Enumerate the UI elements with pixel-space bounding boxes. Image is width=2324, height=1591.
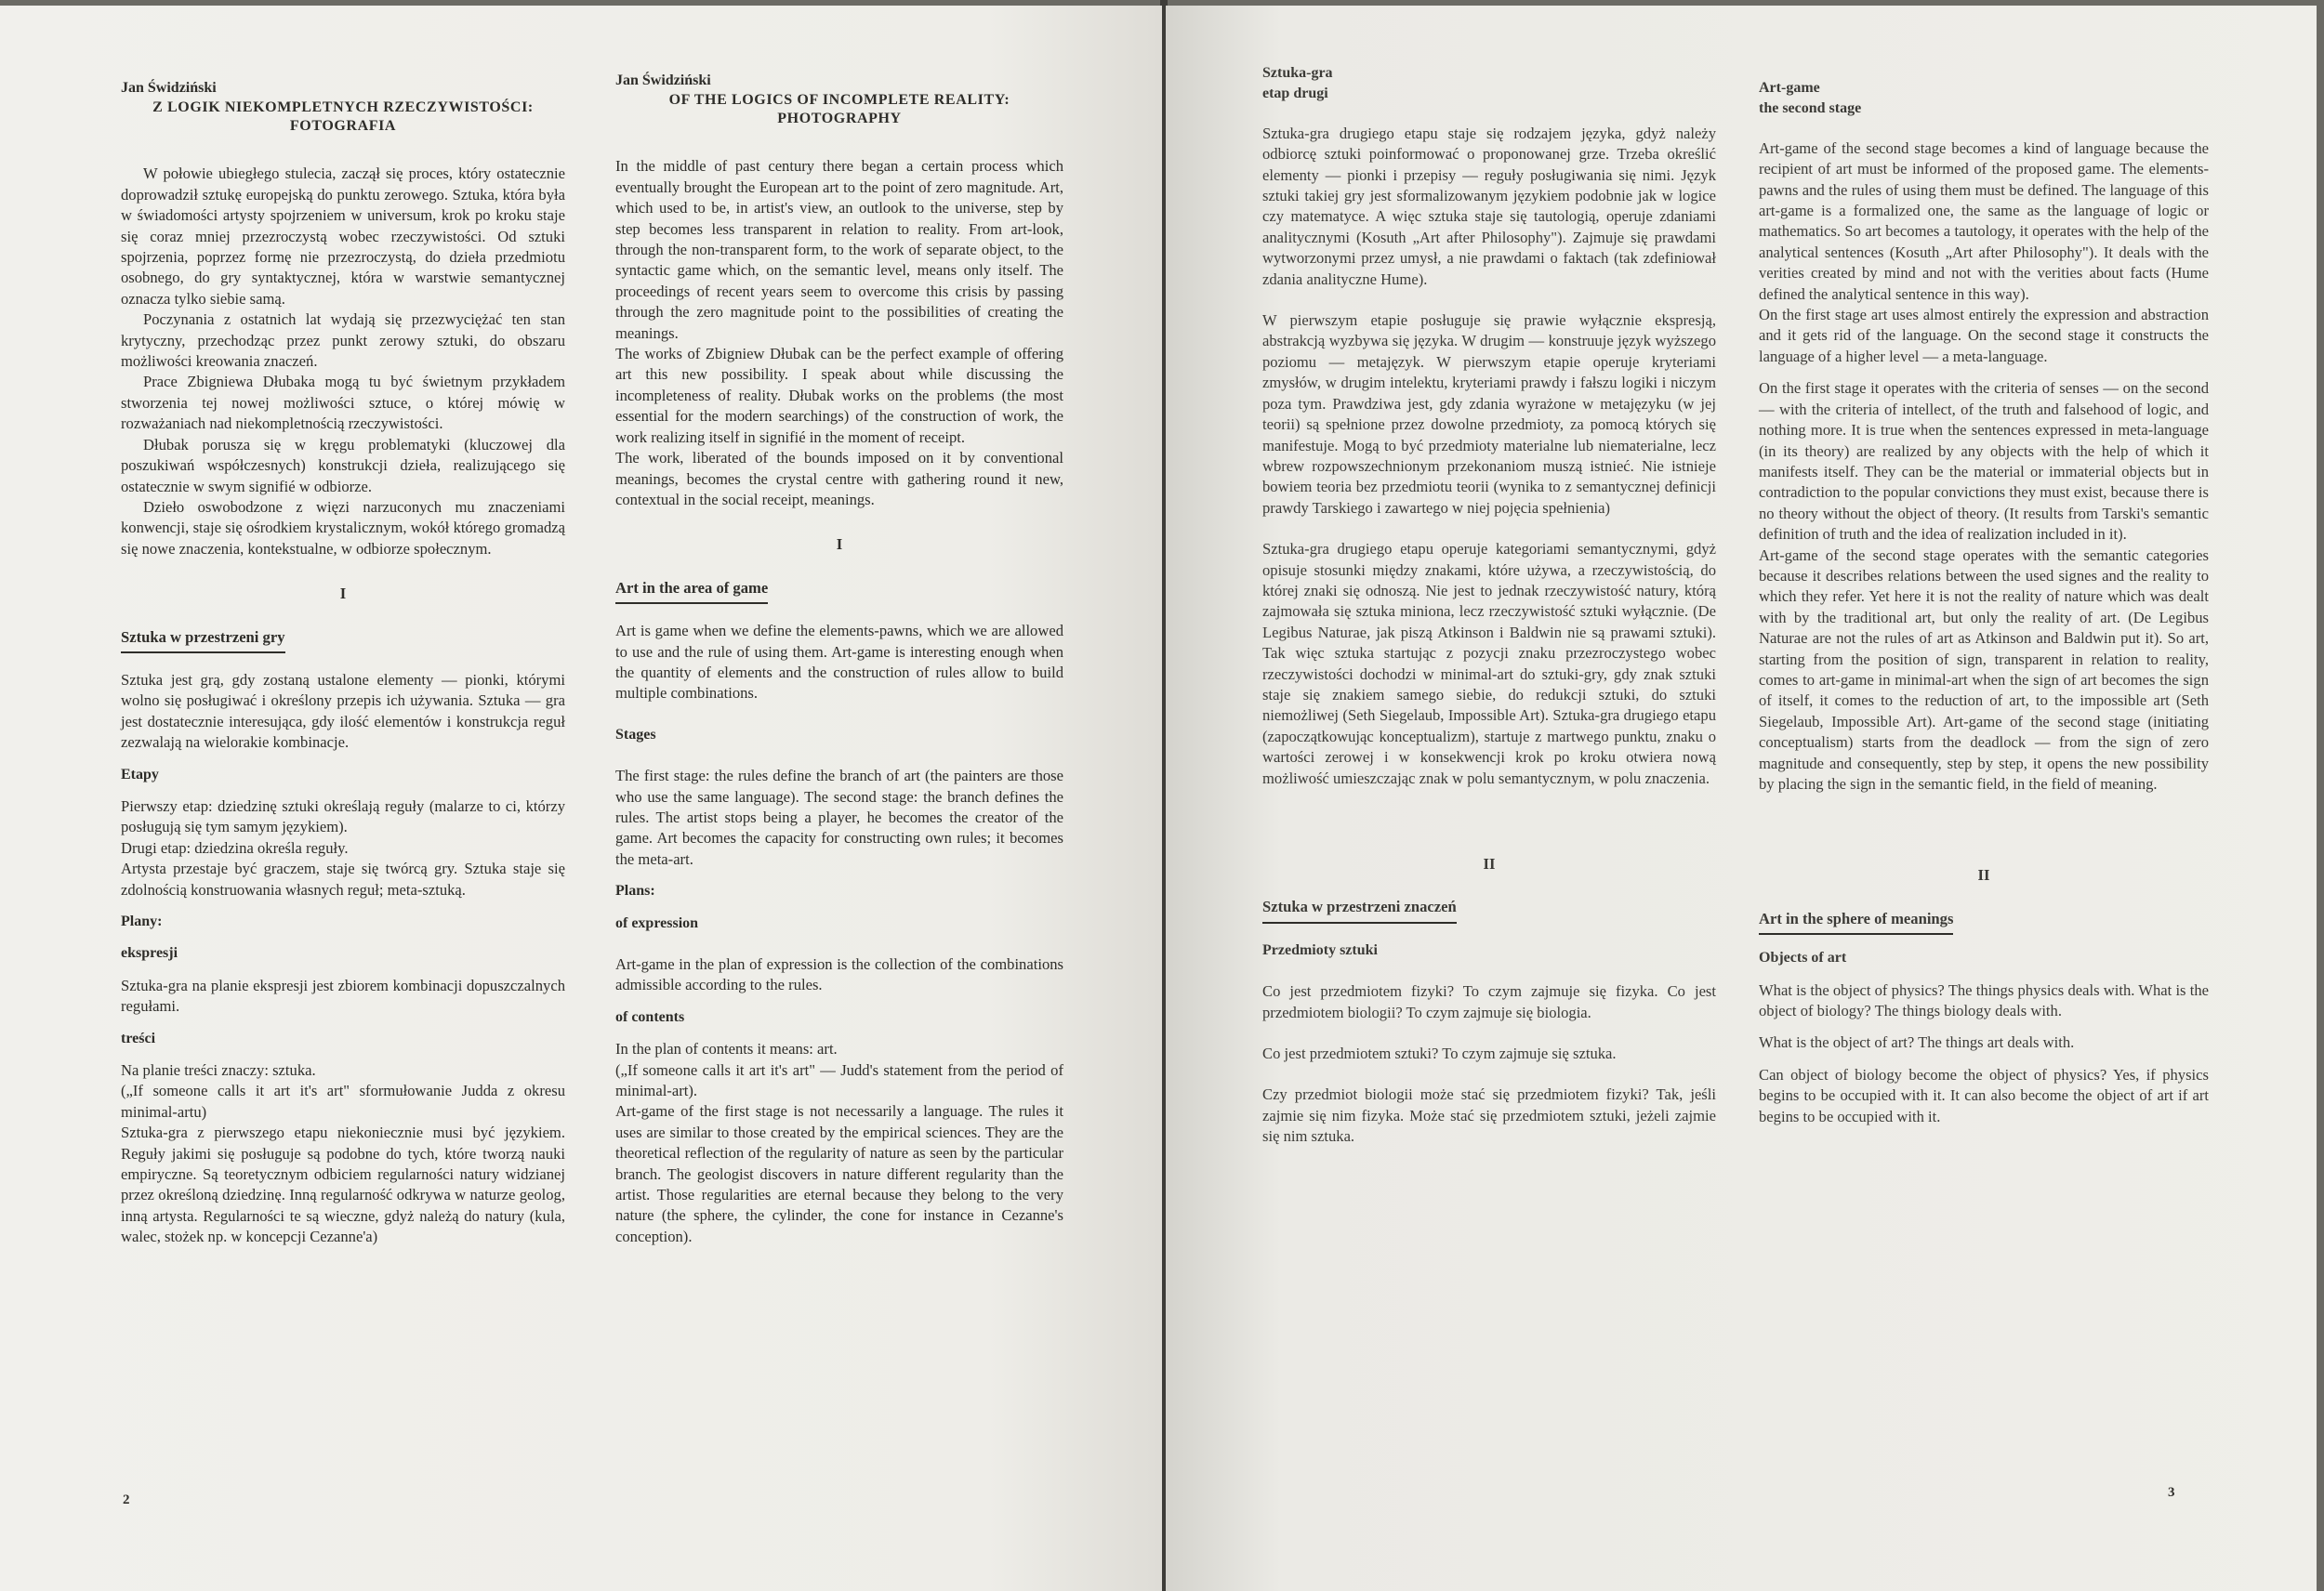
subheading-stages: Etapy	[121, 766, 159, 782]
subheading-objects: Przedmioty sztuki	[1262, 941, 1378, 958]
paragraph: („If someone calls it art it's art" — Judd's statement from the period of minimal-art).	[615, 1060, 1063, 1100]
paragraph: The first stage: the rules define the branch of art (the painters are those who use the same language). The second stage: the branch defines the rules. The artist stops being a player, he becomes the creator of the game. Art becomes the capacity for constructing own rules; it becomes the meta-art.	[615, 767, 1063, 868]
left-english-column	[615, 71, 1063, 1247]
subheading-contents: of contents	[615, 1008, 685, 1025]
paragraph: Artysta przestaje być graczem, staje się twórcą gry. Sztuka staje się zdolnością konstruowania własnych reguł; meta-sztuką.	[121, 860, 565, 899]
paragraph: W połowie ubiegłego stulecia, zaczął się proces, który ostatecznie doprowadził sztukę europejską do punktu zerowego. Sztuka, która była w świadomości artysty spojrzeniem w universum, krok po kroku staje się coraz mniej przezroczystą wobec rzeczywistości. Od sztuki spojrzenia, poprzez formę nie przezroczystą, do dzieła przedmiotu osobnego, do gry syntaktycznej, która w warstwie semantycznej oznacza tylko siebie samą.	[121, 164, 565, 308]
paragraph: Sztuka-gra na planie ekspresji jest zbiorem kombinacji dopuszczalnych regułami.	[121, 976, 565, 1016]
paragraph: The work, liberated of the bounds imposed on it by conventional meanings, becomes the crystal centre with gathering round it new, contextual in the social receipt, meanings.	[615, 449, 1063, 508]
paragraph: Drugi etap: dziedzina określa reguły.	[121, 838, 349, 857]
paragraph: Co jest przedmiotem fizyki? To czym zajmuje się fizyka. Co jest przedmiotem biologii? To czym zajmuje się biologia.	[1262, 982, 1716, 1021]
section-heading: Art in the sphere of meanings	[1759, 909, 1953, 935]
paragraph: Na planie treści znaczy: sztuka.	[121, 1061, 316, 1080]
right-english-column	[1759, 78, 2209, 1127]
paragraph: Sztuka-gra drugiego etapu operuje kategoriami semantycznymi, gdyż opisuje stosunki między znakami, które używa, a rzeczywistością, do której znaki się odnoszą. Nie jest to jednak rzeczywistość natury, którą zajmowała się sztuka miniona, lecz rzeczywistość sztuki wyłącznie. (De Legibus Naturae, jak piszą Atkinson i Baldwin nie są prawami sztuki). Tak więc sztuka startując z pozycji znaku przezroczystego wobec rzeczywistości dochodzi w minimal-art do sztuki-gry, gdy znak sztuki staje się znakiem samego siebie, do redukcji sztuki, do sztuki niemożliwej (Seth Siegelaub, Impossible Art). Sztuka-gra drugiego etapu (zapoczątkowując konceptualizm), startuje z martwego punktu, znaku o wartości zerowej i w konsekwencji krok po kroku otwiera nową możliwość umieszczając znak w polu semantycznym, w polu znaczenia.	[1262, 540, 1716, 787]
paragraph: Sztuka-gra z pierwszego etapu niekoniecznie musi być językiem. Reguły jakimi się posługuje są podobne do tych, które tworzą nauki empiryczne. Są teoretycznym odbiciem regularności natury widzianej przez określoną dziedzinę. Inną regularność odkrywa w naturze geolog, inną artysta. Regularności te są wieczne, gdyż należą do natury (kula, walec, stożek np. w koncepcji Cezanne'a)	[121, 1124, 565, 1246]
section-heading-line: etap drugi	[1262, 85, 1328, 102]
paragraph: Sztuka-gra drugiego etapu staje się rodzajem języka, gdyż należy odbiorcę sztuki poinformować o proponowanej grze. Trzeba określić elementy — pionki i przepisy — reguły posługiwania się nimi. Język sztuki takiej gry jest sformalizowanym językiem podobnie jak w logice czy matematyce. A więc sztuka staje się tautologią, operuje zdaniami analitycznymi (Kosuth „Art after Philosophy"). Zajmuje się prawdami wytworzonymi przez umysł, a nie prawdami o faktach (tak zdefiniował zdania analityczne Hume).	[1262, 124, 1716, 288]
section-number: II	[1483, 855, 1496, 873]
paragraph: Dzieło oswobodzone z więzi narzuconych mu znaczeniami konwencji, staje się ośrodkiem krystalicznym, wokół którego gromadzą się nowe znaczenia, kontekstualne, w odbiorze społecznym.	[121, 497, 565, 558]
paragraph: („If someone calls it art it's art" sformułowanie Judda z okresu minimal-artu)	[121, 1082, 565, 1121]
paragraph: Czy przedmiot biologii może stać się przedmiotem fizyki? Tak, jeśli zajmie się nim fizyka. Może stać się przedmiotem sztuki, jeżeli zajmie się nim sztuka.	[1262, 1085, 1716, 1146]
left-page	[0, 6, 1162, 1591]
paragraph: Dłubak porusza się w kręgu problematyki (kluczowej dla poszukiwań współczesnych) konstrukcji dzieła, realizującego się ostatecznie w swym signifié w odbiorze.	[121, 435, 565, 495]
paragraph: Can object of biology become the object of physics? Yes, if physics begins to be occupied with it. It can also become the object of art if art begins to be occupied with it.	[1759, 1065, 2209, 1125]
section-heading: Art in the area of game	[615, 578, 768, 604]
left-polish-column	[121, 78, 565, 1248]
paragraph: What is the object of art? The things art deals with.	[1759, 1033, 2075, 1052]
subheading-contents: treści	[121, 1030, 156, 1046]
section-heading-line: Sztuka-gra	[1262, 65, 1333, 81]
paragraph: Art-game in the plan of expression is the collection of the combinations admissible according to the rules.	[615, 955, 1063, 994]
paragraph: Co jest przedmiotem sztuki? To czym zajmuje się sztuka.	[1262, 1045, 1617, 1063]
author-name: Jan Świdziński	[615, 72, 711, 88]
page-number: 2	[123, 1492, 130, 1507]
paragraph: Art-game of the second stage becomes a kind of language because the recipient of art must be informed of the proposed game. The elements-pawns and the rules of using them must be defined. The language of this art-game is a formalized one, the same as the language of logic or mathematics. So art becomes a tautology, it operates with the help of the analytical sentences (Kosuth „Art after Philosophy"). It deals with the verities created by mind and not with the verities about facts (Hume defined the analytical sentence in this way).	[1759, 138, 2209, 303]
paragraph: Art-game of the first stage is not necessarily a language. The rules it uses are similar to those created by the empirical sciences. They are the theoretical reflection of the regularity of nature as seen by the particular branch. The geologist discovers in nature different regularity than the artist. Those regularities are eternal because they belong to the very nature (the sphere, the cylinder, the cone for instance in Cezanne's conception).	[615, 1102, 1063, 1245]
paragraph: In the plan of contents it means: art.	[615, 1040, 838, 1058]
section-heading-line: the second stage	[1759, 100, 1862, 117]
paragraph: Poczynania z ostatnich lat wydają się przezwyciężać ten stan krytyczny, przechodząc przez punkt zerowy sztuki, do obszaru możliwości kreowania znaczeń.	[121, 310, 565, 371]
paragraph: Pierwszy etap: dziedzinę sztuki określają reguły (malarze to ci, którzy posługują się tym samym językiem).	[121, 796, 565, 836]
section-number: II	[1977, 866, 1990, 885]
section-heading: Sztuka w przestrzeni znaczeń	[1262, 897, 1457, 923]
paragraph: W pierwszym etapie posługuje się prawie wyłącznie ekspresją, abstrakcją wyzbywa się języka. W drugim — konstruuje język wyższego poziomu — metajęzyk. W pierwszym etapie operuje kryteriami zmysłów, w drugim intelektu, kryteriami prawdy i fałszu logiki i niczym poza tym. Prawdziwa jest, gdy zdania wyrażone w metajęzyku (w jej teorii) są spełnione przez dowolne przedmioty, za pomocą których się manifestuje. Mogą to być przedmioty materialne lub niematerialne, lecz wbrew rozpowszechnionym przekonaniom muszą istnieć. Nie istnieje bowiem teoria bez przedmiotu teorii (wynika to z semantycznej definicji prawdy Tarskiego i zawartego w niej pojęcia spełnienia)	[1262, 311, 1716, 517]
subheading-plans: Plany:	[121, 914, 163, 929]
right-page	[1166, 6, 2317, 1591]
paragraph: What is the object of physics? The things physics deals with. What is the object of biology? The things biology deals with.	[1759, 980, 2209, 1020]
subheading-stages: Stages	[615, 726, 656, 743]
article-title-polish: Z LOGIK NIEKOMPLETNYCH RZECZYWISTOŚCI: FOTOGRAFIA	[152, 99, 534, 135]
section-number: I	[339, 585, 347, 603]
author-name: Jan Świdziński	[121, 80, 217, 96]
paragraph: Art-game of the second stage operates with the semantic categories because it describes relations between the used signes and the reality to which they refer. Yet here it is not the reality of nature which was dealt with by the traditional art, but only the reality of art. (De Legibus Naturae are not the rules of art as Atkinson and Baldwin put it). So art, starting from the position of sign, transparent in relation to reality, comes to art-game in minimal-art when the sign of art becomes the sign of itself, it comes to the reduction of art, to the impossible art (Seth Siegelaub, Impossible Art). Art-game of the second stage (initiating conceptualism) starts from the deadlock — from the sign of zero magnitude and consequently, step by step, it opens the new possibility by placing the sign in the semantic field, in the field of meaning.	[1759, 546, 2209, 793]
section-heading-line: Art-game	[1759, 80, 1820, 96]
subheading-expression: ekspresji	[121, 945, 178, 962]
subheading-objects: Objects of art	[1759, 950, 1847, 966]
paragraph: The works of Zbigniew Dłubak can be the perfect example of offering art this new possibility. I speak about while discussing the incompleteness of reality. Dłubak works on the problems (the most essential for the modern searchings) of the construction of work, the work realizing itself in signifié in the moment of receipt.	[615, 345, 1063, 446]
subheading-plans: Plans:	[615, 883, 655, 900]
paragraph: In the middle of past century there began a certain process which eventually brought the European art to the point of zero magnitude. Art, which used to be, in artist's view, an outlook to the universe, step by step becomes less transparent in relation to reality. From art-look, through the non-transparent form, to the work of separate object, to the syntactic game which, on the semantic level, means only itself. The proceedings of recent years seem to overcome this crisis by passing through the zero magnitude point to the possibilities of creating the meanings.	[615, 157, 1063, 342]
right-polish-column	[1262, 63, 1716, 1148]
paragraph: Prace Zbigniewa Dłubaka mogą tu być świetnym przykładem stworzenia tej nowej możliwości sztuce, o której mówię w rozważaniach nad niekompletnością rzeczywistości.	[121, 373, 565, 433]
article-title-english: OF THE LOGICS OF INCOMPLETE REALITY: PHOTOGRAPHY	[668, 92, 1010, 127]
paragraph: On the first stage art uses almost entirely the expression and abstraction and it gets rid of the language. On the second stage it constructs the language of a higher level — a meta-language.	[1759, 306, 2209, 365]
page-number: 3	[2168, 1485, 2175, 1500]
paragraph: On the first stage it operates with the criteria of senses — on the second — with the criteria of intellect, of the truth and falsehood of logic, and nothing more. It is true when the sentences expressed in meta-language (in its theory) are realized by any objects with the help of which it manifests itself. They can be the material or immaterial objects but in contradiction to the popular convictions they must exist, because there is no theory without the object of theory. (It results from Tarski's semantic definition of truth and the idea of realization included in it).	[1759, 379, 2209, 544]
paragraph: Art is game when we define the elements-pawns, which we are allowed to use and the rule of using them. Art-game is interesting enough when the quantity of elements and the construction of rules allow to build multiple combinations.	[615, 622, 1063, 703]
section-heading: Sztuka w przestrzeni gry	[121, 627, 285, 653]
subheading-expression: of expression	[615, 914, 699, 931]
section-number: I	[836, 535, 843, 554]
paragraph: Sztuka jest grą, gdy zostaną ustalone elementy — pionki, którymi wolno się posługiwać i określony przepis ich używania. Sztuka — gra jest dostatecznie interesująca, gdy ilość elementów i konstrukcja reguł zezwalają na wielorakie kombinacje.	[121, 670, 565, 752]
